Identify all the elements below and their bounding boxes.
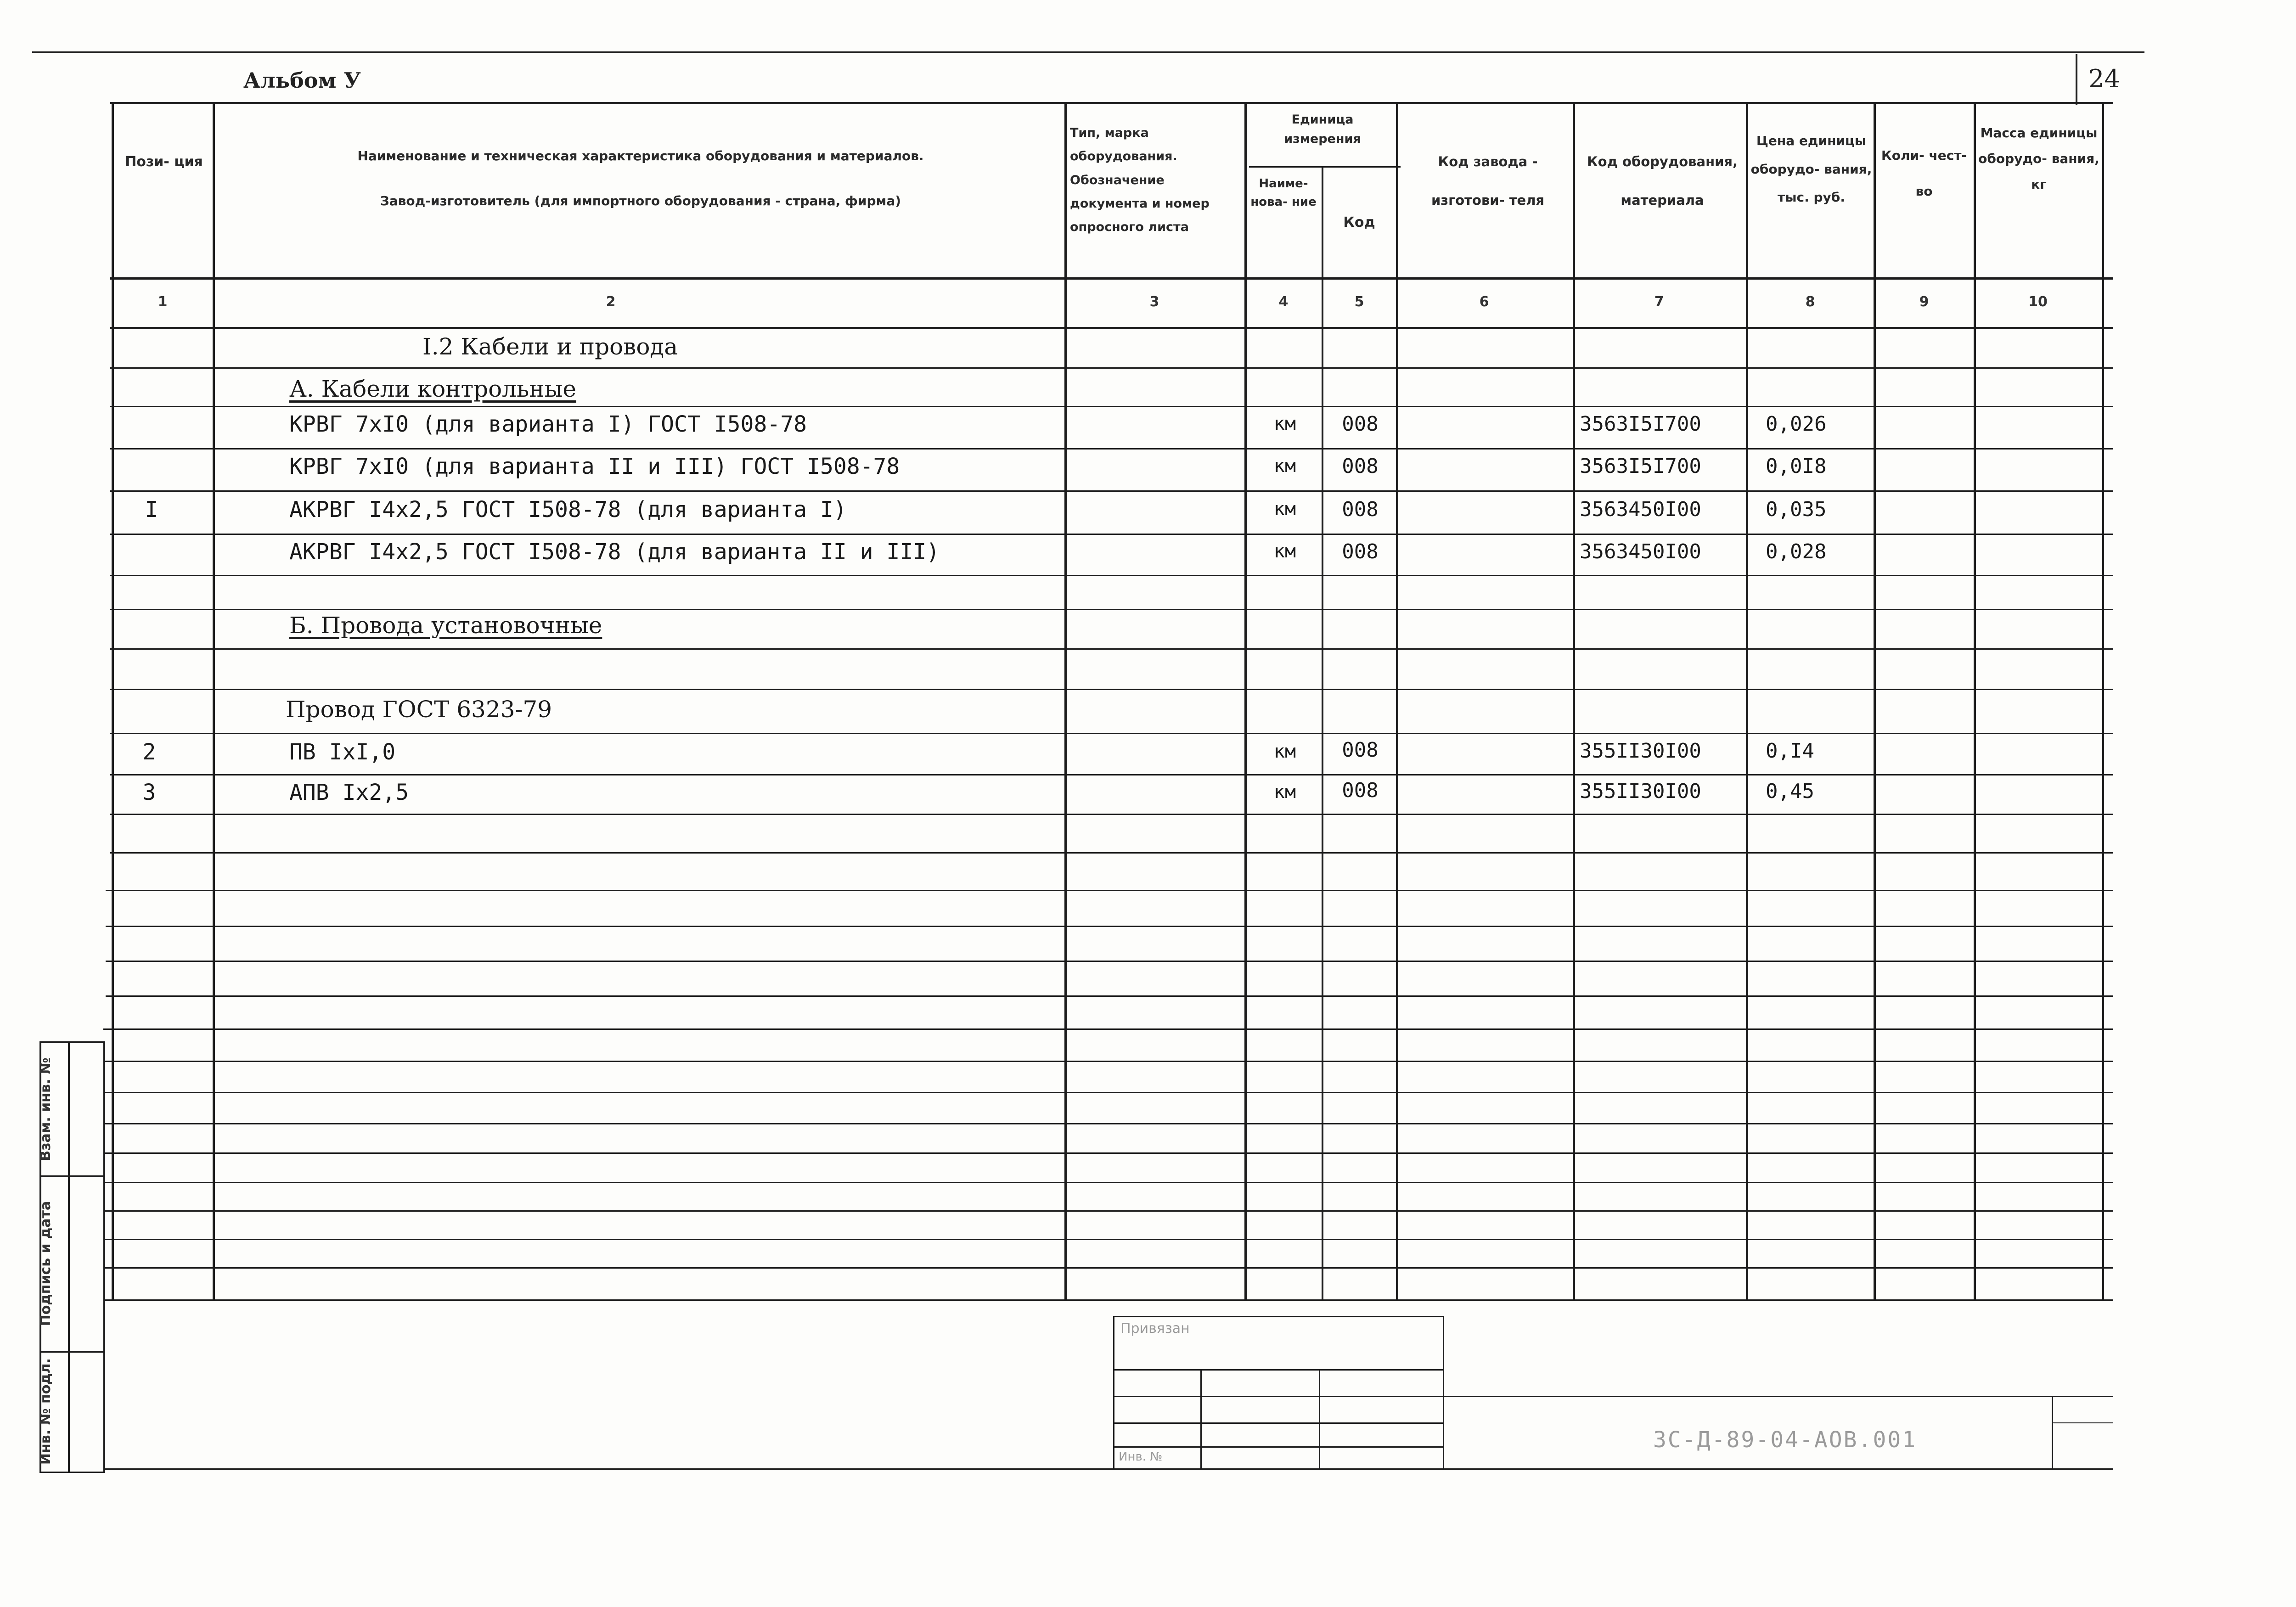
row-material-code: 3563I5I700: [1580, 412, 1701, 436]
group-title: Провод ГОСТ 6323-79: [286, 696, 552, 723]
row-name: АКРВГ I4х2,5 ГОСТ I508-78 (для варианта I): [289, 497, 847, 523]
subsection-a: А. Кабели контрольные: [289, 376, 576, 402]
column-number: 4: [1278, 294, 1289, 310]
album-title: Альбом У: [243, 68, 361, 93]
header-position: Пози- ция: [125, 154, 203, 170]
row-unit: км: [1273, 741, 1296, 762]
header-type: Тип, марка оборудования. Обозначение документа и номер опросного листа: [1070, 126, 1210, 235]
row-unit-code: 008: [1342, 779, 1379, 802]
row-unit-code: 008: [1342, 498, 1379, 521]
side-stamp-inventory: Инв. № подл.: [38, 1358, 54, 1465]
row-name: АКРВГ I4х2,5 ГОСТ I508-78 (для варианта II и III): [289, 539, 940, 565]
column-number: 3: [1149, 294, 1159, 310]
row-unit-code: 008: [1342, 738, 1379, 762]
row-material-code: 355II30I00: [1580, 739, 1701, 763]
row-unit: км: [1273, 499, 1296, 520]
row-price: 0,035: [1766, 498, 1827, 521]
section-title: I.2 Кабели и провода: [422, 333, 678, 360]
column-number: 9: [1919, 294, 1929, 310]
header-quantity: Коли- чест- во: [1881, 148, 1967, 199]
row-material-code: 3563450I00: [1580, 498, 1701, 521]
row-unit-code: 008: [1342, 455, 1379, 478]
row-price: 0,026: [1766, 412, 1827, 436]
row-position: 2: [142, 739, 156, 765]
row-position: 3: [142, 780, 156, 805]
header-unit-group: Единица измерения: [1284, 112, 1361, 146]
row-material-code: 3563I5I700: [1580, 455, 1701, 478]
header-unit-code: Код: [1343, 214, 1375, 230]
sheet-number: 24: [2088, 64, 2120, 93]
document-code: 3С-Д-89-04-АОВ.001: [1653, 1427, 1917, 1453]
header-name-line1: Наименование и техническая характеристика оборудования и материалов.: [357, 148, 924, 163]
subsection-b: Б. Провода установочные: [289, 612, 602, 639]
row-unit: км: [1273, 413, 1296, 434]
header-unit-name: Наиме- нова- ние: [1250, 177, 1317, 209]
row-price: 0,I4: [1766, 739, 1814, 763]
row-material-code: 355II30I00: [1580, 780, 1701, 803]
row-material-code: 3563450I00: [1580, 540, 1701, 563]
header-material-code: Код оборудования, материала: [1587, 154, 1738, 208]
side-stamp-replacement: Взам. инв. №: [38, 1057, 54, 1161]
row-unit-code: 008: [1342, 540, 1379, 563]
header-name-line2: Завод-изготовитель (для импортного оборудования - страна, фирма): [380, 193, 901, 208]
column-number: 10: [2028, 294, 2048, 310]
column-number: 7: [1654, 294, 1664, 310]
row-name: АПВ Iх2,5: [289, 780, 409, 805]
row-name: КРВГ 7хI0 (для варианта II и III) ГОСТ I508-78: [289, 454, 900, 479]
column-number: 8: [1805, 294, 1815, 310]
row-price: 0,028: [1766, 540, 1827, 563]
column-number: 1: [158, 294, 168, 310]
title-block-bottom-label: Инв. №: [1119, 1450, 1163, 1464]
header-mass: Масса единицы оборудо- вания, кг: [1978, 125, 2099, 192]
row-price: 0,45: [1766, 780, 1814, 803]
row-name: КРВГ 7хI0 (для варианта I) ГОСТ I508-78: [289, 411, 807, 437]
row-unit: км: [1273, 541, 1296, 562]
header-price: Цена единицы оборудо- вания, тыс. руб.: [1750, 133, 1872, 205]
row-unit-code: 008: [1342, 412, 1379, 436]
row-position: I: [145, 497, 158, 523]
column-number: 6: [1479, 294, 1489, 310]
title-block-label: Привязан: [1120, 1320, 1190, 1337]
side-stamp-signature: Подпись и дата: [38, 1201, 54, 1326]
row-name: ПВ IхI,0: [289, 739, 396, 765]
column-number: 5: [1354, 294, 1364, 310]
header-plant-code: Код завода - изготови- теля: [1431, 154, 1545, 208]
row-unit: км: [1273, 781, 1296, 803]
column-number: 2: [606, 294, 616, 310]
row-unit: км: [1273, 455, 1296, 477]
row-price: 0,0I8: [1766, 455, 1827, 478]
